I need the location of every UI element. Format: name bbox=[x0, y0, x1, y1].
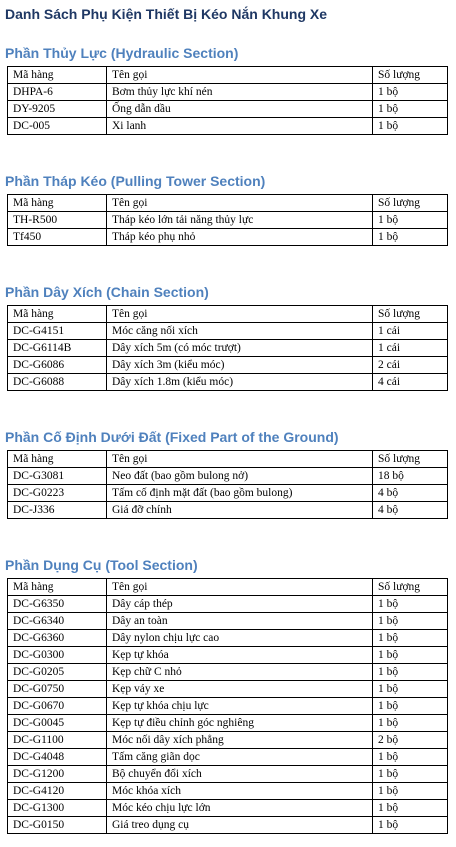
header-code: Mã hàng bbox=[8, 579, 107, 596]
item-quantity: 2 bộ bbox=[373, 732, 448, 749]
item-name: Dây an toàn bbox=[107, 613, 373, 630]
table-row bbox=[8, 681, 448, 698]
parts-table bbox=[7, 194, 448, 246]
item-code: DC-G4048 bbox=[8, 749, 107, 766]
header-name: Tên gọi bbox=[107, 579, 373, 596]
header-code: Mã hàng bbox=[8, 195, 107, 212]
item-code: DC-G0670 bbox=[8, 698, 107, 715]
item-code: DC-G6114B bbox=[8, 340, 107, 357]
item-code: DC-G3081 bbox=[8, 468, 107, 485]
parts-table bbox=[7, 66, 448, 135]
item-code: DY-9205 bbox=[8, 101, 107, 118]
item-quantity: 1 bộ bbox=[373, 698, 448, 715]
table-row bbox=[8, 783, 448, 800]
header-name: Tên gọi bbox=[107, 67, 373, 84]
parts-table bbox=[7, 305, 448, 391]
item-quantity: 18 bộ bbox=[373, 468, 448, 485]
header-name: Tên gọi bbox=[107, 195, 373, 212]
table-row bbox=[8, 732, 448, 749]
item-name: Dây cáp thép bbox=[107, 596, 373, 613]
section-fixed-ground bbox=[7, 428, 447, 519]
table-row bbox=[8, 664, 448, 681]
item-code: DC-G0150 bbox=[8, 817, 107, 834]
table-row bbox=[8, 468, 448, 485]
table-header-row bbox=[8, 451, 448, 468]
item-name: Móc nối dây xích phẳng bbox=[107, 732, 373, 749]
header-quantity: Số lượng bbox=[373, 579, 448, 596]
table-row bbox=[8, 485, 448, 502]
table-row bbox=[8, 323, 448, 340]
table-header-row bbox=[8, 306, 448, 323]
item-code: DC-G0300 bbox=[8, 647, 107, 664]
section-heading: Phần Dây Xích (Chain Section) bbox=[5, 284, 209, 300]
item-name: Dây xích 1.8m (kiểu móc) bbox=[107, 374, 373, 391]
item-code: DC-G0205 bbox=[8, 664, 107, 681]
item-name: Bơm thủy lực khí nén bbox=[107, 84, 373, 101]
table-row bbox=[8, 749, 448, 766]
item-quantity: 1 cái bbox=[373, 340, 448, 357]
parts-table bbox=[7, 578, 448, 834]
item-name: Kẹp tự khóa chịu lực bbox=[107, 698, 373, 715]
item-name: Bộ chuyển đổi xích bbox=[107, 766, 373, 783]
section-heading: Phần Cố Định Dưới Đất (Fixed Part of the Ground) bbox=[5, 429, 339, 445]
header-quantity: Số lượng bbox=[373, 195, 448, 212]
table-row bbox=[8, 374, 448, 391]
item-quantity: 1 bộ bbox=[373, 229, 448, 246]
table-row bbox=[8, 766, 448, 783]
item-code: DC-G0223 bbox=[8, 485, 107, 502]
item-name: Dây nylon chịu lực cao bbox=[107, 630, 373, 647]
item-code: DC-G1100 bbox=[8, 732, 107, 749]
item-name: Ống dẫn dầu bbox=[107, 101, 373, 118]
item-quantity: 1 bộ bbox=[373, 800, 448, 817]
item-name: Kẹp váy xe bbox=[107, 681, 373, 698]
item-quantity: 4 bộ bbox=[373, 502, 448, 519]
item-name: Neo đất (bao gồm bulong nở) bbox=[107, 468, 373, 485]
item-quantity: 4 bộ bbox=[373, 485, 448, 502]
item-code: DC-J336 bbox=[8, 502, 107, 519]
table-header-row bbox=[8, 67, 448, 84]
section-pulling-tower bbox=[7, 172, 447, 246]
item-code: DC-005 bbox=[8, 118, 107, 135]
header-name: Tên gọi bbox=[107, 451, 373, 468]
item-code: DC-G6086 bbox=[8, 357, 107, 374]
header-name: Tên gọi bbox=[107, 306, 373, 323]
item-name: Kẹp tự điều chỉnh góc nghiêng bbox=[107, 715, 373, 732]
item-name: Tháp kéo phụ nhỏ bbox=[107, 229, 373, 246]
header-code: Mã hàng bbox=[8, 451, 107, 468]
table-row bbox=[8, 800, 448, 817]
item-name: Móc khóa xích bbox=[107, 783, 373, 800]
parts-table bbox=[7, 450, 448, 519]
item-quantity: 1 bộ bbox=[373, 118, 448, 135]
header-code: Mã hàng bbox=[8, 67, 107, 84]
table-row bbox=[8, 101, 448, 118]
item-code: DC-G1200 bbox=[8, 766, 107, 783]
item-name: Tháp kéo lớn tải năng thủy lực bbox=[107, 212, 373, 229]
table-row bbox=[8, 212, 448, 229]
item-quantity: 2 cái bbox=[373, 357, 448, 374]
table-row bbox=[8, 630, 448, 647]
item-quantity: 1 bộ bbox=[373, 630, 448, 647]
item-code: DC-G1300 bbox=[8, 800, 107, 817]
item-name: Giá treo dụng cụ bbox=[107, 817, 373, 834]
section-chain bbox=[7, 283, 447, 391]
item-name: Dây xích 5m (có móc trượt) bbox=[107, 340, 373, 357]
item-name: Dây xích 3m (kiểu móc) bbox=[107, 357, 373, 374]
item-quantity: 1 bộ bbox=[373, 817, 448, 834]
item-name: Kẹp tự khóa bbox=[107, 647, 373, 664]
table-row bbox=[8, 596, 448, 613]
item-code: DC-G6340 bbox=[8, 613, 107, 630]
item-quantity: 1 bộ bbox=[373, 212, 448, 229]
item-quantity: 1 bộ bbox=[373, 101, 448, 118]
item-name: Kẹp chữ C nhỏ bbox=[107, 664, 373, 681]
item-quantity: 1 bộ bbox=[373, 783, 448, 800]
item-quantity: 1 cái bbox=[373, 323, 448, 340]
item-code: DC-G4120 bbox=[8, 783, 107, 800]
table-row bbox=[8, 613, 448, 630]
section-heading: Phần Tháp Kéo (Pulling Tower Section) bbox=[5, 173, 266, 189]
item-quantity: 1 bộ bbox=[373, 84, 448, 101]
item-code: DC-G6088 bbox=[8, 374, 107, 391]
item-code: DHPA-6 bbox=[8, 84, 107, 101]
header-code: Mã hàng bbox=[8, 306, 107, 323]
table-row bbox=[8, 502, 448, 519]
item-quantity: 1 bộ bbox=[373, 613, 448, 630]
item-code: DC-G0750 bbox=[8, 681, 107, 698]
section-heading: Phần Thủy Lực (Hydraulic Section) bbox=[5, 45, 239, 61]
table-row bbox=[8, 647, 448, 664]
item-quantity: 4 cái bbox=[373, 374, 448, 391]
table-header-row bbox=[8, 195, 448, 212]
item-quantity: 1 bộ bbox=[373, 664, 448, 681]
document-title: Danh Sách Phụ Kiện Thiết Bị Kéo Nắn Khung Xe bbox=[5, 6, 328, 22]
table-row bbox=[8, 357, 448, 374]
item-code: DC-G6360 bbox=[8, 630, 107, 647]
item-name: Giá đỡ chính bbox=[107, 502, 373, 519]
item-name: Tấm căng giãn dọc bbox=[107, 749, 373, 766]
item-quantity: 1 bộ bbox=[373, 681, 448, 698]
item-quantity: 1 bộ bbox=[373, 766, 448, 783]
item-quantity: 1 bộ bbox=[373, 749, 448, 766]
item-quantity: 1 bộ bbox=[373, 715, 448, 732]
table-row bbox=[8, 84, 448, 101]
item-code: Tf450 bbox=[8, 229, 107, 246]
section-heading: Phần Dụng Cụ (Tool Section) bbox=[5, 557, 198, 573]
item-name: Móc căng nối xích bbox=[107, 323, 373, 340]
item-code: TH-R500 bbox=[8, 212, 107, 229]
item-quantity: 1 bộ bbox=[373, 647, 448, 664]
table-header-row bbox=[8, 579, 448, 596]
item-code: DC-G6350 bbox=[8, 596, 107, 613]
section-hydraulic bbox=[7, 44, 447, 135]
item-quantity: 1 bộ bbox=[373, 596, 448, 613]
item-code: DC-G4151 bbox=[8, 323, 107, 340]
header-quantity: Số lượng bbox=[373, 451, 448, 468]
header-quantity: Số lượng bbox=[373, 306, 448, 323]
item-name: Tấm cố định mặt đất (bao gồm bulong) bbox=[107, 485, 373, 502]
item-name: Xi lanh bbox=[107, 118, 373, 135]
table-row bbox=[8, 715, 448, 732]
item-code: DC-G0045 bbox=[8, 715, 107, 732]
table-row bbox=[8, 817, 448, 834]
table-row bbox=[8, 229, 448, 246]
section-tools bbox=[7, 556, 447, 834]
table-row bbox=[8, 340, 448, 357]
table-row bbox=[8, 698, 448, 715]
item-name: Móc kéo chịu lực lớn bbox=[107, 800, 373, 817]
table-row bbox=[8, 118, 448, 135]
header-quantity: Số lượng bbox=[373, 67, 448, 84]
